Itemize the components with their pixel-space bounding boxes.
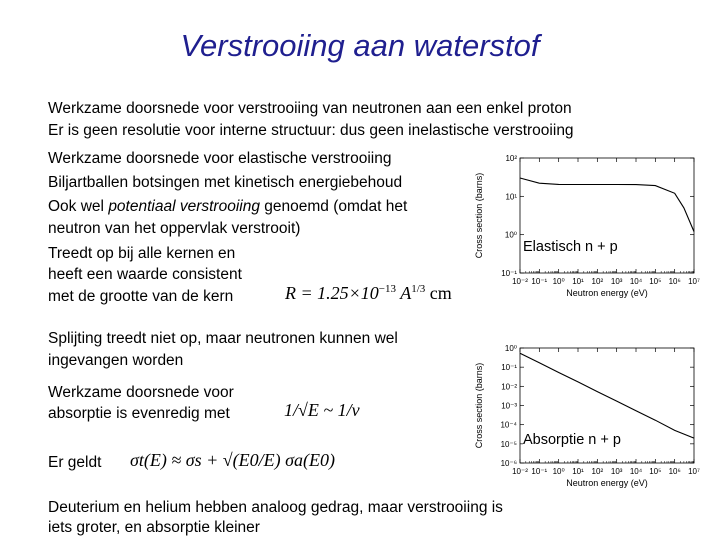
emphasis-text: potentiaal verstrooiing bbox=[108, 198, 260, 215]
y-tick-label: 10⁰ bbox=[504, 230, 517, 240]
formula-part: 1/3 bbox=[411, 283, 426, 295]
text-line: iets groter, en absorptie kleiner bbox=[48, 519, 260, 536]
text-segment: genoemd (omdat het bbox=[259, 198, 408, 215]
absorption-chart bbox=[470, 340, 702, 493]
absorption-formula: 1/√E ~ 1/v bbox=[284, 400, 360, 420]
x-tick-label: 10³ bbox=[610, 277, 623, 286]
text-line: ingevangen worden bbox=[48, 352, 184, 369]
x-tick-label: 10⁻² bbox=[512, 467, 528, 476]
plot-frame bbox=[520, 158, 694, 273]
elastic-chart-svg bbox=[470, 150, 702, 305]
text-line: Biljartballen botsingen met kinetisch energiebehoud bbox=[48, 174, 403, 191]
text-line: Werkzame doorsnede voor verstrooiing van neutronen aan een enkel proton bbox=[48, 100, 572, 117]
text-line: Deuterium en helium hebben analoog gedrag, maar verstrooiing is bbox=[48, 499, 503, 516]
x-tick-label: 10⁴ bbox=[629, 277, 643, 286]
text-line: heeft een waarde consistent bbox=[48, 266, 242, 283]
x-tick-label: 10⁵ bbox=[649, 467, 662, 476]
formula-part: A bbox=[396, 283, 412, 303]
y-tick-label: 10⁻¹ bbox=[501, 269, 517, 278]
x-tick-label: 10⁻² bbox=[512, 277, 528, 286]
y-tick-label: 10⁻⁴ bbox=[500, 420, 517, 430]
y-tick-label: 10⁻³ bbox=[501, 401, 517, 411]
y-tick-label: 10⁰ bbox=[504, 344, 517, 353]
text-segment: Ook wel bbox=[48, 198, 109, 215]
x-axis-label: Neutron energy (eV) bbox=[566, 478, 648, 488]
text-line-potential bbox=[48, 196, 407, 218]
y-axis-label: Cross section (barns) bbox=[474, 172, 484, 259]
text-line: Werkzame doorsnede voor bbox=[48, 384, 234, 401]
absorption-chart-label: Absorptie n + p bbox=[523, 432, 621, 448]
x-tick-label: 10⁻¹ bbox=[531, 467, 548, 476]
series-line bbox=[520, 178, 694, 232]
elastic-chart-label: Elastisch n + p bbox=[523, 239, 618, 255]
radius-formula bbox=[285, 283, 452, 304]
y-tick-label: 10⁻⁵ bbox=[500, 439, 517, 449]
text-line: neutron van het oppervlak verstrooit) bbox=[48, 220, 301, 237]
y-tick-label: 10⁻¹ bbox=[501, 363, 517, 373]
x-tick-label: 10² bbox=[591, 467, 604, 476]
y-tick-label: 10⁻⁶ bbox=[500, 459, 517, 468]
text-line: Er is geen resolutie voor interne structuur: dus geen inelastische verstrooiing bbox=[48, 122, 574, 139]
formula-part: R = 1.25×10 bbox=[285, 283, 379, 303]
y-axis-label: Cross section (barns) bbox=[474, 362, 484, 449]
series-line bbox=[520, 353, 694, 438]
x-axis-label: Neutron energy (eV) bbox=[566, 288, 648, 298]
formula-part: −13 bbox=[378, 283, 397, 295]
x-tick-label: 10⁴ bbox=[629, 467, 643, 476]
text-line: met de grootte van de kern bbox=[48, 288, 234, 305]
x-tick-label: 10¹ bbox=[572, 467, 584, 476]
elastic-chart bbox=[470, 150, 702, 305]
slide-title: Verstrooiing aan waterstof bbox=[180, 28, 540, 63]
x-tick-label: 10⁰ bbox=[552, 467, 565, 476]
x-tick-label: 10¹ bbox=[572, 277, 584, 286]
sigma-formula: σt(E) ≈ σs + √(E0/E) σa(E0) bbox=[130, 450, 335, 470]
formula-part: cm bbox=[425, 283, 452, 303]
text-line: Er geldt bbox=[48, 454, 102, 471]
absorption-chart-svg bbox=[470, 340, 702, 493]
x-tick-label: 10⁷ bbox=[688, 467, 700, 476]
x-tick-label: 10⁶ bbox=[668, 467, 681, 476]
text-line: Splijting treedt niet op, maar neutronen kunnen wel bbox=[48, 330, 398, 347]
y-tick-label: 10¹ bbox=[505, 192, 517, 202]
text-line: Werkzame doorsnede voor elastische verstrooiing bbox=[48, 150, 392, 167]
x-tick-label: 10³ bbox=[610, 467, 623, 476]
x-tick-label: 10⁶ bbox=[668, 277, 681, 286]
x-tick-label: 10⁵ bbox=[649, 277, 662, 286]
y-tick-label: 10² bbox=[505, 154, 517, 163]
x-tick-label: 10⁰ bbox=[552, 277, 565, 286]
x-tick-label: 10⁻¹ bbox=[531, 277, 548, 286]
text-line: Treedt op bij alle kernen en bbox=[48, 245, 236, 262]
y-tick-label: 10⁻² bbox=[501, 382, 517, 392]
text-line: absorptie is evenredig met bbox=[48, 405, 230, 422]
x-tick-label: 10² bbox=[591, 277, 604, 286]
x-tick-label: 10⁷ bbox=[688, 277, 700, 286]
